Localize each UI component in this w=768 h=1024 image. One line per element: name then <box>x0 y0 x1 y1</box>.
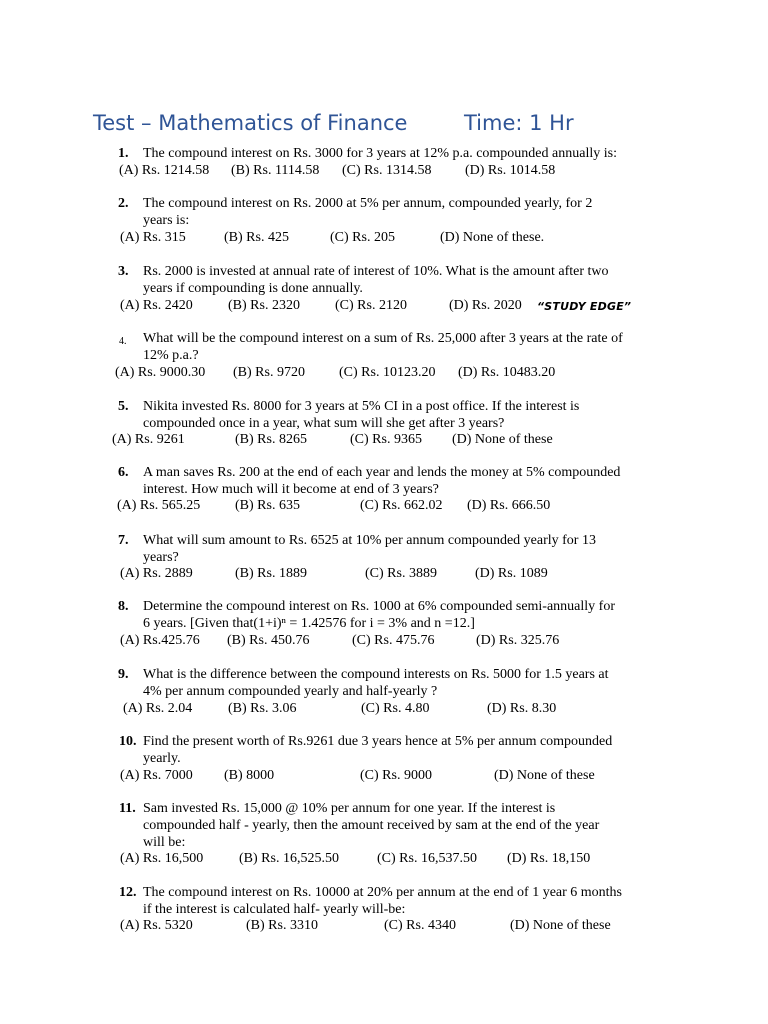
stem-line: compounded once in a year, what sum will she get after 3 years? <box>143 416 505 431</box>
stem-line: Nikita invested Rs. 8000 for 3 years at 5% CI in a post office. If the interest is <box>143 399 580 414</box>
option-c: (C) Rs. 475.76 <box>352 633 435 648</box>
option-d: (D) Rs. 18,150 <box>507 851 591 866</box>
question-stem <box>143 145 683 162</box>
question-number: 11. <box>119 801 136 816</box>
question-number: 9. <box>118 667 129 682</box>
option-d: (D) None of these <box>510 918 611 933</box>
options-row <box>0 565 700 582</box>
question-stem <box>143 666 683 700</box>
options-row <box>0 850 700 867</box>
question-number: 7. <box>118 533 129 548</box>
question-number: 5. <box>118 399 129 414</box>
option-b: (B) Rs. 9720 <box>233 365 305 380</box>
options-row <box>0 297 700 314</box>
stem-line: 6 years. [Given that(1+i)ⁿ = 1.42576 for i = 3% and n =12.] <box>143 616 475 631</box>
option-d: (D) Rs. 2020 <box>449 298 522 313</box>
question-number: 6. <box>118 465 129 480</box>
stem-line: 12% p.a.? <box>143 348 199 363</box>
stem-line: will be: <box>143 835 186 850</box>
question-stem <box>143 800 683 851</box>
question-stem <box>143 598 683 632</box>
question-number: 3. <box>118 264 129 279</box>
question-number: 4. <box>119 336 127 347</box>
option-b: (B) Rs. 8265 <box>235 432 307 447</box>
option-b: (B) Rs. 16,525.50 <box>239 851 339 866</box>
option-b: (B) Rs. 635 <box>235 498 300 513</box>
options-row <box>0 632 700 649</box>
options-row <box>0 229 700 246</box>
options-row <box>0 700 700 717</box>
question-stem <box>143 464 683 498</box>
stem-line: The compound interest on Rs. 10000 at 20% per annum at the end of 1 year 6 months <box>143 885 623 900</box>
option-c: (C) Rs. 4.80 <box>361 701 430 716</box>
option-a: (A) Rs. 7000 <box>120 768 193 783</box>
option-d: (D) None of these <box>494 768 595 783</box>
option-b: (B) Rs. 3.06 <box>228 701 297 716</box>
option-a: (A) Rs.425.76 <box>120 633 200 648</box>
question-number: 2. <box>118 196 129 211</box>
question-number: 8. <box>118 599 129 614</box>
option-c: (C) Rs. 1314.58 <box>342 163 432 178</box>
options-row <box>0 431 700 448</box>
options-row <box>0 497 700 514</box>
stem-line: years is: <box>143 213 190 228</box>
stem-line: What is the difference between the compound interests on Rs. 5000 for 1.5 years at <box>143 667 609 682</box>
option-b: (B) 8000 <box>224 768 275 783</box>
stem-line: A man saves Rs. 200 at the end of each year and lends the money at 5% compounded <box>143 465 621 480</box>
stem-line: Rs. 2000 is invested at annual rate of interest of 10%. What is the amount after two <box>143 264 609 279</box>
question-stem <box>143 195 683 229</box>
stem-line: 4% per annum compounded yearly and half-yearly ? <box>143 684 438 699</box>
stem-line: years if compounding is done annually. <box>143 281 363 296</box>
option-c: (C) Rs. 2120 <box>335 298 407 313</box>
option-d: (D) Rs. 1089 <box>475 566 548 581</box>
question-stem <box>143 733 683 767</box>
option-c: (C) Rs. 4340 <box>384 918 456 933</box>
test-title: Test – Mathematics of Finance <box>93 111 408 135</box>
option-c: (C) Rs. 10123.20 <box>339 365 436 380</box>
option-b: (B) Rs. 425 <box>224 230 289 245</box>
stem-line: yearly. <box>143 751 181 766</box>
option-a: (A) Rs. 2.04 <box>123 701 193 716</box>
time-limit: Time: 1 Hr <box>464 111 574 135</box>
stem-line: compounded half - yearly, then the amount received by sam at the end of the year <box>143 818 600 833</box>
stem-line: Find the present worth of Rs.9261 due 3 years hence at 5% per annum compounded <box>143 734 613 749</box>
option-a: (A) Rs. 16,500 <box>120 851 204 866</box>
page-header <box>93 108 713 142</box>
option-b: (B) Rs. 450.76 <box>227 633 310 648</box>
option-c: (C) Rs. 16,537.50 <box>377 851 477 866</box>
option-c: (C) Rs. 3889 <box>365 566 437 581</box>
option-d: (D) Rs. 10483.20 <box>458 365 556 380</box>
option-b: (B) Rs. 3310 <box>246 918 318 933</box>
options-row <box>0 767 700 784</box>
option-c: (C) Rs. 9365 <box>350 432 422 447</box>
option-a: (A) Rs. 2420 <box>120 298 193 313</box>
stem-line: Sam invested Rs. 15,000 @ 10% per annum for one year. If the interest is <box>143 801 556 816</box>
option-b: (B) Rs. 2320 <box>228 298 300 313</box>
option-d: (D) Rs. 8.30 <box>487 701 557 716</box>
question-number: 10. <box>119 734 137 749</box>
question-number: 12. <box>119 885 137 900</box>
question-stem <box>143 263 683 297</box>
option-a: (A) Rs. 2889 <box>120 566 193 581</box>
stem-line: years? <box>143 550 179 565</box>
stem-line: What will sum amount to Rs. 6525 at 10% per annum compounded yearly for 13 <box>143 533 596 548</box>
option-c: (C) Rs. 205 <box>330 230 395 245</box>
option-b: (B) Rs. 1114.58 <box>231 163 320 178</box>
question-stem <box>143 532 683 566</box>
options-row <box>0 364 700 381</box>
question-stem <box>143 884 683 918</box>
option-a: (A) Rs. 1214.58 <box>119 163 210 178</box>
option-a: (A) Rs. 5320 <box>120 918 193 933</box>
study-edge-stamp: “STUDY EDGE” <box>537 300 632 313</box>
option-d: (D) Rs. 1014.58 <box>465 163 556 178</box>
option-c: (C) Rs. 9000 <box>360 768 432 783</box>
options-row <box>0 917 700 934</box>
option-b: (B) Rs. 1889 <box>235 566 307 581</box>
option-d: (D) Rs. 325.76 <box>476 633 560 648</box>
question-number: 1. <box>118 146 129 161</box>
option-a: (A) Rs. 9000.30 <box>115 365 206 380</box>
stem-line: if the interest is calculated half- yearly will-be: <box>143 902 406 917</box>
question-stem <box>143 398 683 432</box>
option-a: (A) Rs. 9261 <box>112 432 185 447</box>
option-c: (C) Rs. 662.02 <box>360 498 443 513</box>
stem-line: What will be the compound interest on a sum of Rs. 25,000 after 3 years at the rate of <box>143 331 623 346</box>
option-d: (D) None of these <box>452 432 553 447</box>
stem-line: The compound interest on Rs. 3000 for 3 years at 12% p.a. compounded annually is: <box>143 146 617 161</box>
stem-line: interest. How much will it become at end of 3 years? <box>143 482 439 497</box>
stem-line: Determine the compound interest on Rs. 1000 at 6% compounded semi-annually for <box>143 599 616 614</box>
option-d: (D) None of these. <box>440 230 545 245</box>
question-stem <box>143 330 683 364</box>
option-a: (A) Rs. 565.25 <box>117 498 201 513</box>
option-d: (D) Rs. 666.50 <box>467 498 551 513</box>
stem-line: The compound interest on Rs. 2000 at 5% per annum, compounded yearly, for 2 <box>143 196 593 211</box>
options-row <box>0 162 700 179</box>
option-a: (A) Rs. 315 <box>120 230 186 245</box>
